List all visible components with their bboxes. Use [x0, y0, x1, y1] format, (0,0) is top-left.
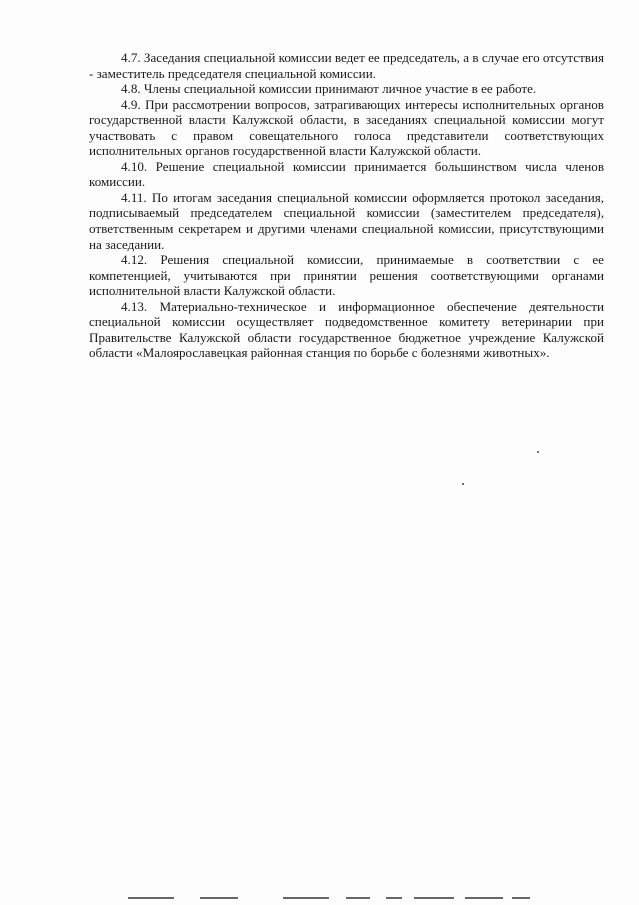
- paragraph-4-11: 4.11. По итогам заседания специальной комиссии оформляется протокол заседания, подписываемый председателем специальной комиссии (заместителем председателя), ответственным секретарем и другими членами специальной комиссии, присутствующими на заседании.: [89, 189, 604, 252]
- scan-speck: [462, 483, 464, 485]
- scan-edge-mark: [465, 897, 503, 899]
- paragraph-4-10: 4.10. Решение специальной комиссии принимается большинством числа членов комиссии.: [89, 158, 604, 190]
- paragraph-4-8: 4.8. Члены специальной комиссии принимают личное участие в ее работе.: [121, 81, 537, 97]
- paragraph-4-7: 4.7. Заседания специальной комиссии ведет ее председатель, а в случае его отсутствия - заместитель председателя специальной комиссии.: [89, 50, 604, 81]
- scan-edge-mark: [512, 897, 530, 899]
- scan-edge-mark: [283, 897, 329, 899]
- paragraph-4-12: 4.12. Решения специальной комиссии, принимаемые в соответствии с ее компетенцией, учитываются при принятии решения соответствующими органами исполнительной власти Калужской области.: [89, 252, 604, 299]
- document-body: [89, 50, 604, 361]
- scan-edge-noise: [0, 893, 639, 905]
- paragraph-4-13: 4.13. Материально-техническое и информационное обеспечение деятельности специальной комиссии осуществляет подведомственное комитету ветеринарии при Правительстве Калужской области государственное бюджетное учреждение Калужской области «Малоярославецкая районная станция по борьбе с болезнями животных».: [89, 298, 604, 361]
- scan-edge-mark: [414, 897, 454, 899]
- scan-edge-mark: [346, 897, 370, 899]
- scan-speck: [537, 451, 539, 453]
- scan-edge-mark: [200, 897, 238, 899]
- paragraph-4-9: 4.9. При рассмотрении вопросов, затрагивающих интересы исполнительных органов государственной власти Калужской области, в заседаниях специальной комиссии могут участвовать с правом совещательного голоса представители соответствующих исполнительных органов государственной власти Калужской области.: [89, 96, 604, 159]
- scan-edge-mark: [386, 897, 402, 899]
- scan-edge-mark: [128, 897, 174, 899]
